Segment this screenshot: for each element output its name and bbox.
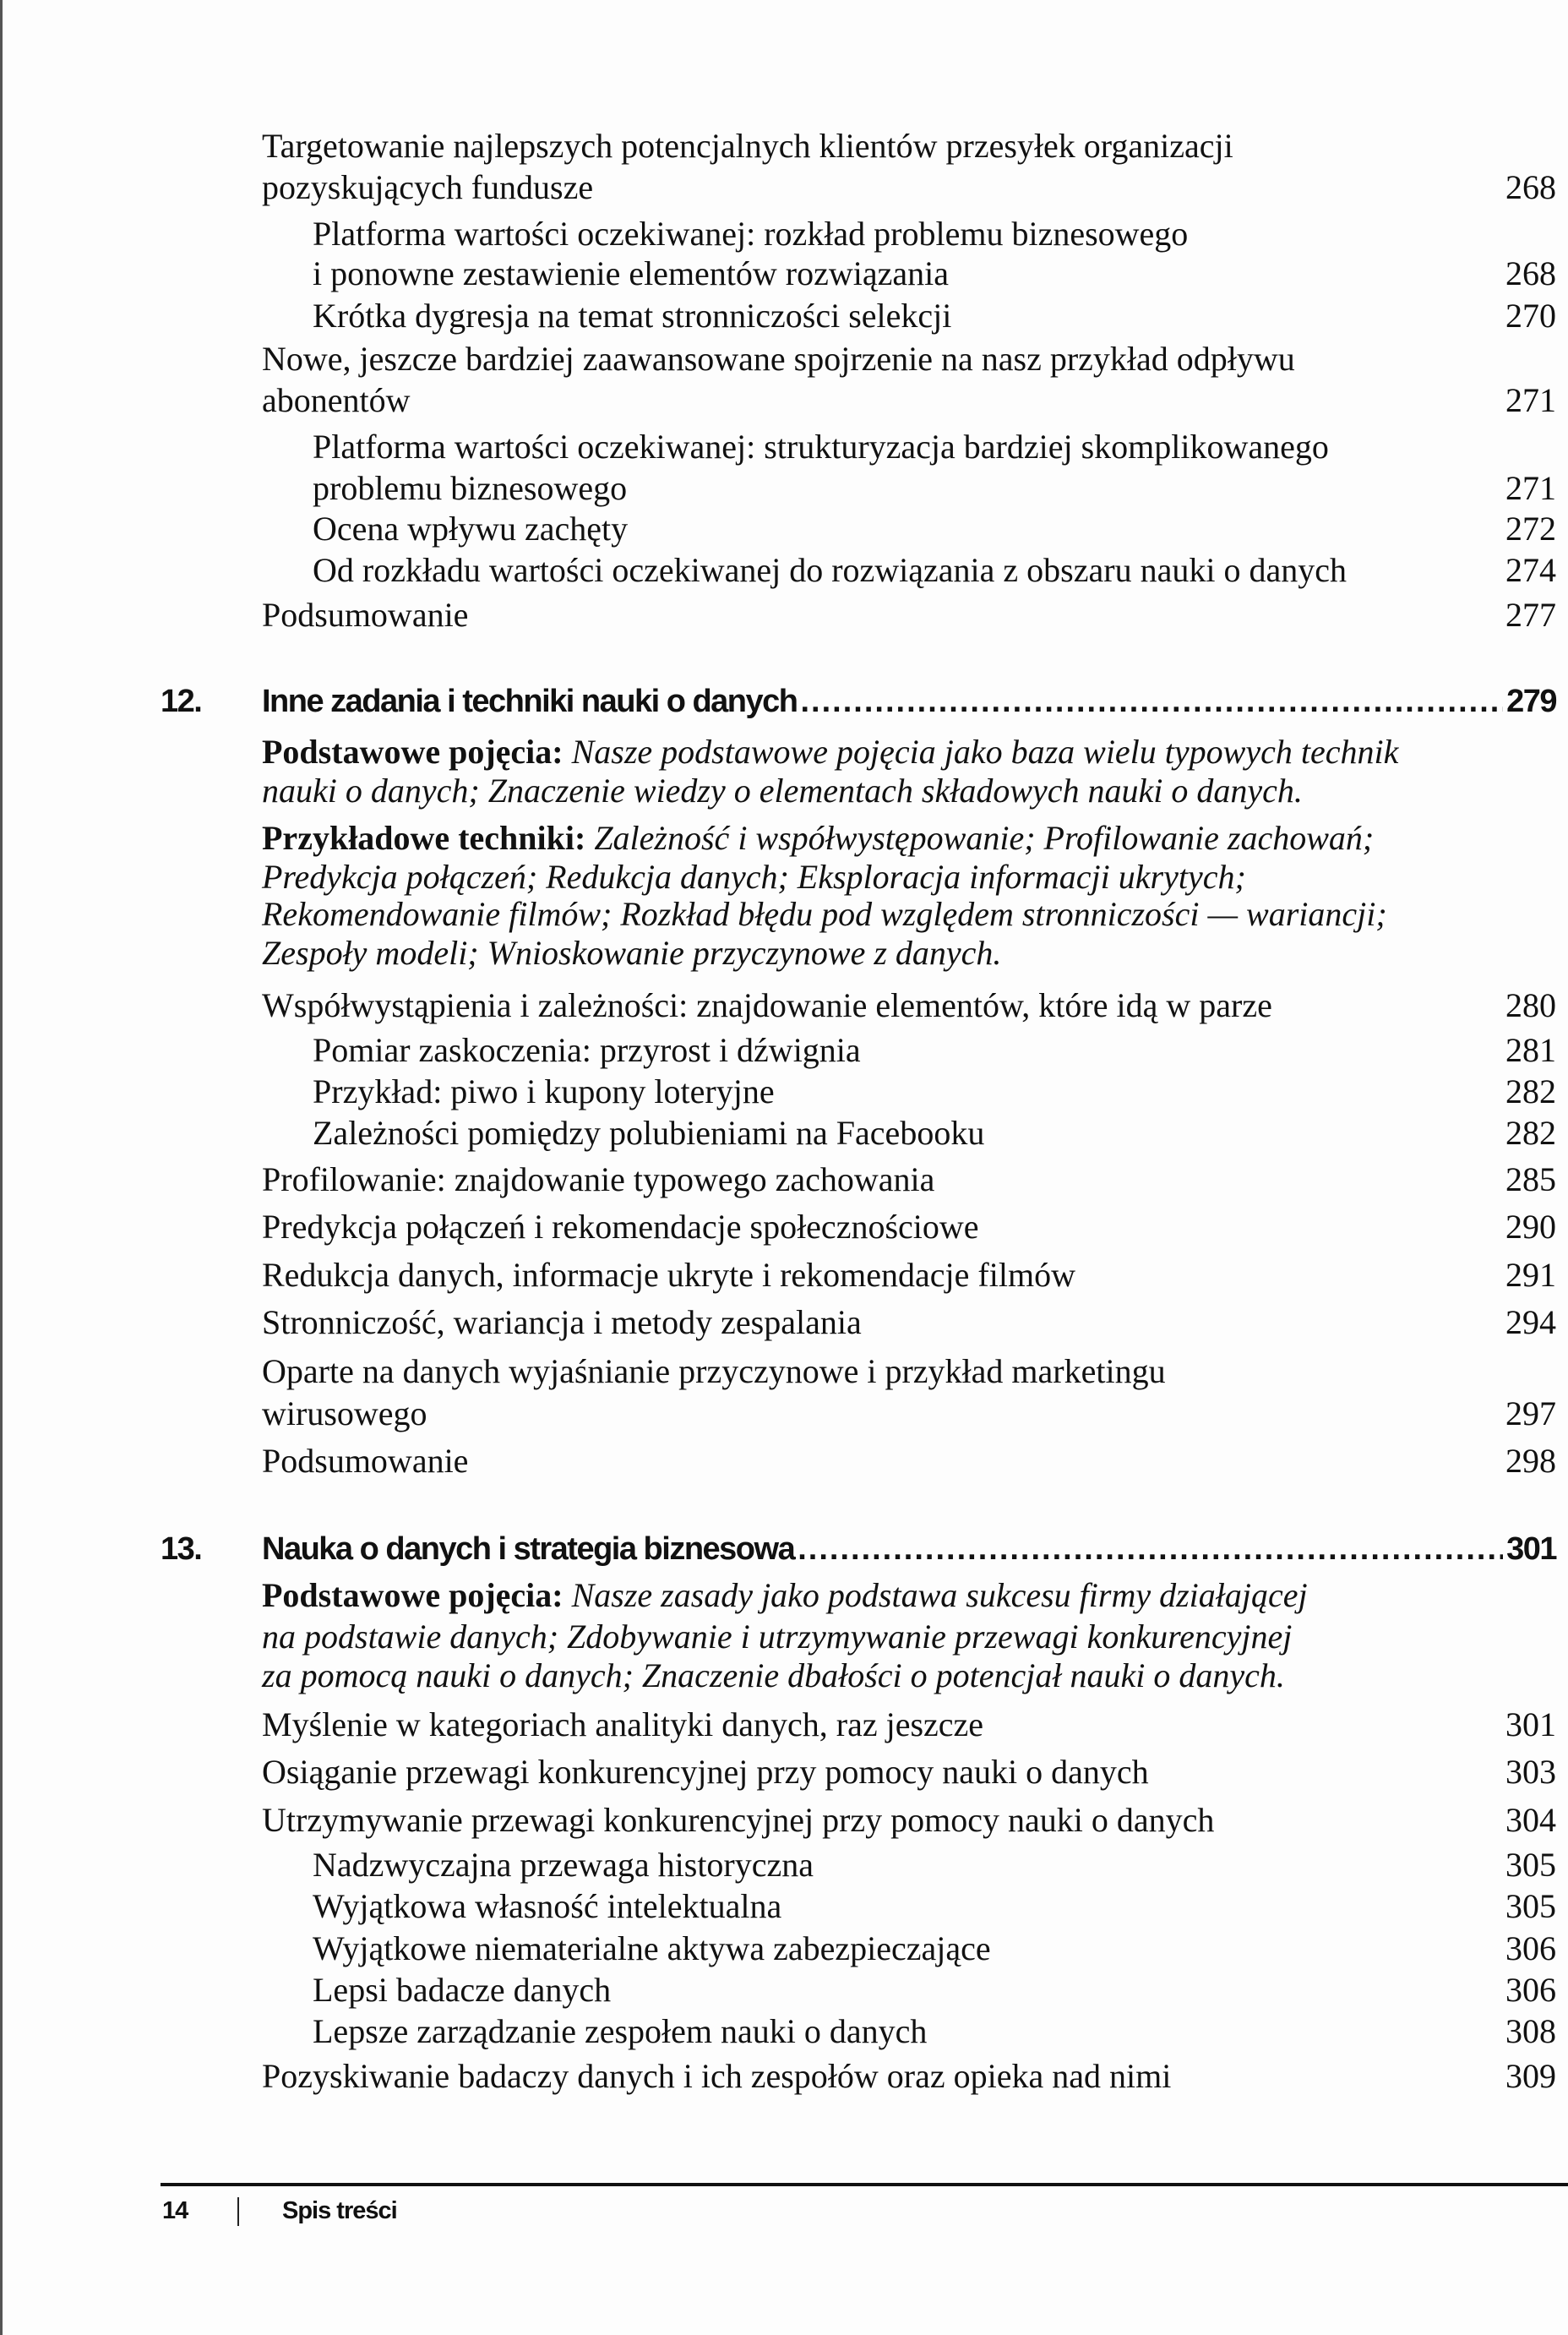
toc-subentry-line[interactable]: Pomiar zaskoczenia: przyrost i dźwignia [313,1031,861,1069]
toc-page-number[interactable]: 298 [1505,1442,1556,1480]
concepts-text: Nasze podstawowe pojęcia jako baza wielu typowych technik [571,733,1399,771]
toc-entry-line[interactable]: Podsumowanie [262,596,469,634]
concepts-label: Podstawowe pojęcia: [262,733,564,771]
concepts-text: na podstawie danych; Zdobywanie i utrzymywanie przewagi konkurencyjnej [262,1618,1293,1656]
toc-page-number[interactable]: 301 [1505,1705,1556,1743]
toc-page-number[interactable]: 272 [1505,510,1556,548]
footer-section-title: Spis treści [282,2197,397,2224]
chapter-page: 279 [1506,684,1556,719]
toc-page-number[interactable]: 285 [1505,1160,1556,1198]
toc-subentry-line[interactable]: Od rozkładu wartości oczekiwanej do rozwiązania z obszaru nauki o danych [313,551,1347,589]
toc-subentry-line[interactable]: Ocena wpływu zachęty [313,510,629,548]
chapter-title: Nauka o danych i strategia biznesowa [262,1531,795,1567]
toc-page-number[interactable]: 268 [1505,168,1556,206]
toc-page-number[interactable]: 271 [1505,381,1556,419]
toc-entry-line[interactable]: Utrzymywanie przewagi konkurencyjnej przy pomocy nauki o danych [262,1801,1215,1839]
toc-subentry-line[interactable]: Platforma wartości oczekiwanej: rozkład problemu biznesowego [313,215,1189,253]
toc-page-number[interactable]: 309 [1505,2057,1556,2095]
toc-page-number[interactable]: 282 [1505,1114,1556,1152]
chapter-page: 301 [1506,1531,1556,1567]
footer-rule [161,2183,1568,2186]
toc-subentry-line[interactable]: Wyjątkowa własność intelektualna [313,1887,782,1925]
toc-entry-line[interactable]: Podsumowanie [262,1442,469,1480]
toc-page-number[interactable]: 270 [1505,297,1556,335]
toc-page-number[interactable]: 306 [1505,1929,1556,1967]
techniques-text: Rekomendowanie filmów; Rozkład błędu pod względem stronniczości — wariancji; [262,895,1387,933]
toc-entry-line[interactable]: Targetowanie najlepszych potencjalnych klientów przesyłek organizacji [262,127,1233,165]
toc-subentry-line[interactable]: Krótka dygresja na temat stronniczości selekcji [313,297,952,335]
chapter-number: 12. [161,684,202,719]
toc-subentry-line[interactable]: Przykład: piwo i kupony loteryjne [313,1072,775,1110]
toc-page-number[interactable]: 294 [1505,1303,1556,1341]
toc-page-number[interactable]: 290 [1505,1208,1556,1246]
chapter-number: 13. [161,1531,202,1567]
toc-entry-line[interactable]: Współwystąpienia i zależności: znajdowanie elementów, które idą w parze [262,986,1272,1024]
toc-entry-line[interactable]: Nowe, jeszcze bardziej zaawansowane spojrzenie na nasz przykład odpływu [262,340,1295,378]
dot-leader [798,1525,1503,1573]
toc-page-number[interactable]: 291 [1505,1256,1556,1294]
toc-subentry-line[interactable]: problemu biznesowego [313,469,628,507]
toc-entry-line[interactable]: Redukcja danych, informacje ukryte i rekomendacje filmów [262,1256,1075,1294]
toc-page-number[interactable]: 277 [1505,596,1556,634]
toc-subentry-line[interactable]: Wyjątkowe niematerialne aktywa zabezpieczające [313,1929,991,1967]
toc-subentry-line[interactable]: Platforma wartości oczekiwanej: strukturyzacja bardziej skomplikowanego [313,428,1329,466]
toc-page-number[interactable]: 271 [1505,469,1556,507]
toc-entry-line[interactable]: Stronniczość, wariancja i metody zespalania [262,1303,862,1341]
chapter-heading[interactable] [262,1525,1556,1573]
concepts-text: Nasze zasady jako podstawa sukcesu firmy działającej [571,1576,1308,1614]
techniques-text: Zespoły modeli; Wnioskowanie przyczynowe z danych. [262,934,1002,972]
toc-page-number[interactable]: 303 [1505,1753,1556,1791]
toc-page-number[interactable]: 268 [1505,254,1556,292]
concepts-line [262,731,1398,773]
techniques-text: Predykcja połączeń; Redukcja danych; Eksploracja informacji ukrytych; [262,858,1246,896]
toc-page-number[interactable]: 305 [1505,1846,1556,1884]
concepts-label: Podstawowe pojęcia: [262,1576,564,1614]
toc-page-number[interactable]: 297 [1505,1394,1556,1432]
footer-page-number: 14 [162,2197,188,2224]
toc-page-number[interactable]: 280 [1505,986,1556,1024]
scan-edge [0,0,3,2335]
toc-page-number[interactable]: 282 [1505,1072,1556,1110]
chapter-heading[interactable] [262,678,1556,725]
techniques-label: Przykładowe techniki: [262,819,586,857]
toc-subentry-line[interactable]: Lepsi badacze danych [313,1971,612,2009]
toc-subentry-line[interactable]: Lepsze zarządzanie zespołem nauki o danych [313,2012,928,2050]
toc-entry-line[interactable]: abonentów [262,381,411,419]
techniques-line [262,817,1374,859]
toc-entry-line[interactable]: pozyskujących fundusze [262,168,594,206]
toc-entry-line[interactable]: Osiąganie przewagi konkurencyjnej przy pomocy nauki o danych [262,1753,1149,1791]
toc-entry-line[interactable]: Pozyskiwanie badaczy danych i ich zespołów oraz opieka nad nimi [262,2057,1172,2095]
toc-subentry-line[interactable]: Nadzwyczajna przewaga historyczna [313,1846,814,1884]
concepts-line [262,1574,1308,1617]
toc-entry-line[interactable]: Oparte na danych wyjaśnianie przyczynowe i przykład marketingu [262,1352,1166,1390]
techniques-text: Zależność i współwystępowanie; Profilowanie zachowań; [594,819,1375,857]
toc-entry-line[interactable]: Myślenie w kategoriach analityki danych, raz jeszcze [262,1705,984,1743]
concepts-text: nauki o danych; Znaczenie wiedzy o elementach składowych nauki o danych. [262,772,1303,810]
chapter-title: Inne zadania i techniki nauki o danych [262,684,798,719]
toc-entry-line[interactable]: Profilowanie: znajdowanie typowego zachowania [262,1160,935,1198]
toc-page-number[interactable]: 308 [1505,2012,1556,2050]
toc-subentry-line[interactable]: Zależności pomiędzy polubieniami na Facebooku [313,1114,985,1152]
dot-leader [801,678,1504,725]
toc-page-number[interactable]: 305 [1505,1887,1556,1925]
toc-page-number[interactable]: 304 [1505,1801,1556,1839]
toc-entry-line[interactable]: wirusowego [262,1394,427,1432]
concepts-text: za pomocą nauki o danych; Znaczenie dbałości o potencjał nauki o danych. [262,1656,1285,1694]
toc-entry-line[interactable]: Predykcja połączeń i rekomendacje społecznościowe [262,1208,979,1246]
toc-page-number[interactable]: 274 [1505,551,1556,589]
footer-separator [237,2197,239,2226]
toc-subentry-line[interactable]: i ponowne zestawienie elementów rozwiązania [313,254,950,292]
toc-page-number[interactable]: 306 [1505,1971,1556,2009]
toc-page-number[interactable]: 281 [1505,1031,1556,1069]
